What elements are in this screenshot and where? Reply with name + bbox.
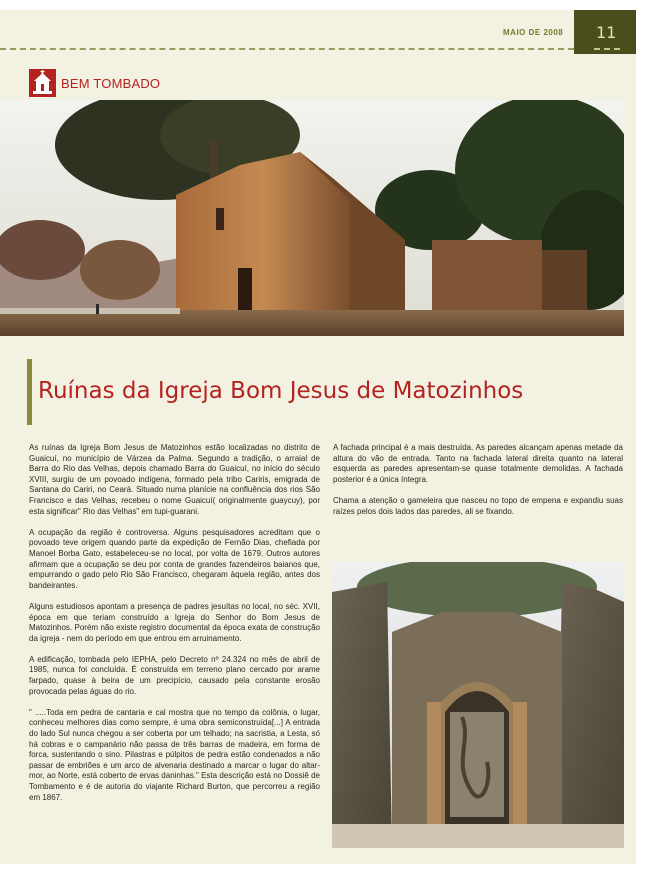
page-number: 11 xyxy=(596,23,617,42)
right-column xyxy=(333,443,623,528)
page-number-divider xyxy=(594,48,620,50)
paragraph: As ruínas da Igreja Bom Jesus de Matozinhos estão localizadas no distrito de Guaicuí, no município de Várzea da Palma. Segundo a tradição, o arraial de Barra do Rio das Velhas, depois chamado Barra do Guaicuí, no início do século XVIII, surgiu de um povoado indígena, formado pela tribo Cariris, emigrada de Santana do Cariri, no Ceará. Situado numa planície na confluência dos rios São Francisco e das Velhas, recebeu o nome Guaicuí( originalmente guaycuy), por esta significar" Rio das Velhas" em tupi-guarani. xyxy=(29,443,320,516)
paragraph: Chama a atenção o gameleira que nasceu no topo de empena e expandiu suas raízes pelos dois lados das paredes, ali se fixando. xyxy=(333,495,623,516)
title-accent-bar xyxy=(27,359,32,425)
paragraph: Alguns estudiosos apontam a presença de padres jesuítas no local, no séc. XVII, época em que teriam construído a Igreja do Senhor do Bom Jesus de Matozinhos. Porém não existe registro documental da época exata de construção da igreja - nem do período em que entrou em arruinamento. xyxy=(29,601,320,643)
paragraph: A ocupação da região é controversa. Alguns pesquisadores acreditam que o povoado teve origem quando parte da expedição de Fernão Dias, chefiada por Manoel Borba Gato, estabeleceu-se no local, por volta de 1679. Outros autores afirmam que a ocupação se deu por conta de grandes fazendeiros baianos que, empurrando o gado pelo Rio São Francisco, chegaram àquela região, antes dos bandeirantes. xyxy=(29,527,320,590)
paragraph: A fachada principal é a mais destruída. As paredes alcançam apenas metade da altura do vão de entrada. Tanto na fachada lateral direita quanto na lateral esquerda as paredes apresentam-se quase totalmente demolidas. A fachada posterior é a única íntegra. xyxy=(333,443,623,484)
header-divider xyxy=(0,48,574,50)
ruins-exterior-photo xyxy=(0,100,624,336)
article-title: Ruínas da Igreja Bom Jesus de Matozinhos xyxy=(38,378,524,404)
church-logo-icon xyxy=(29,69,56,97)
ruins-doorway-photo xyxy=(332,562,624,848)
section-label: BEM TOMBADO xyxy=(61,76,161,91)
paragraph: " .....Toda em pedra de cantaria e cal mostra que no tempo da colônia, o lugar, conheceu melhores dias como sempre, é uma obra semiconstruída[...] A entrada do lado Sul nunca chegou a ser coberta por um telhado; na sacristia, a Lesta, só há cobras e o campanário não passa de três barras de madeira, em forma de forca, sustentando o sino. Pilastras e púlpitos de pedra estão condenados a não passar de embriões e um arco de alvenaria destinado a marcar o lugar do altar-mor, ao Norte, está coberto de ervas daninhas." Esta descrição está no Dossiê de Tombamento e é de autoria do viajante Richard Burton, que percorreu a região em 1867. xyxy=(29,707,320,802)
paragraph: A edificação, tombada pelo IEPHA, pelo Decreto nº 24.324 no mês de abril de 1985, nunca foi concluída. É construída em terreno plano cercado por arame farpado, quase à beira de um precipício, causado pela constante erosão provocada pelas águas do rio. xyxy=(29,654,320,696)
issue-date: MAIO DE 2008 xyxy=(503,28,564,37)
left-column xyxy=(29,443,320,814)
